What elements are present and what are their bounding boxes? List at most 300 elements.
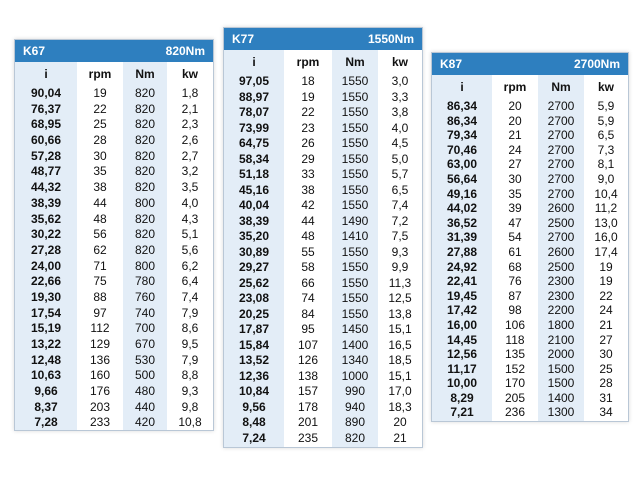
table-cell: 2000 bbox=[547, 347, 575, 362]
table-cell: 6,5 bbox=[597, 128, 615, 143]
table-cell: 8,48 bbox=[242, 415, 266, 429]
table-cell: 1,8 bbox=[181, 86, 199, 100]
table-cell: 5,9 bbox=[597, 113, 615, 128]
table-cell: 800 bbox=[134, 258, 156, 273]
table-cell: 136 bbox=[89, 352, 111, 367]
table-cell: 1550 bbox=[341, 74, 369, 88]
table-cell: 88 bbox=[93, 289, 107, 304]
table-header-bar bbox=[432, 53, 628, 75]
table-header-bar bbox=[224, 28, 422, 50]
column-nm bbox=[123, 62, 167, 430]
table-cell: 23,08 bbox=[238, 291, 270, 305]
table-cell: 8,37 bbox=[34, 399, 58, 414]
table-cell: 76,37 bbox=[30, 101, 62, 116]
column-header: rpm bbox=[88, 67, 112, 81]
table-cell: 68 bbox=[508, 259, 522, 274]
table-cell: 820 bbox=[134, 227, 156, 242]
table-cell: 176 bbox=[89, 384, 111, 399]
table-cell: 1550 bbox=[341, 198, 369, 212]
table-cell: 1550 bbox=[341, 120, 369, 135]
column-kw bbox=[584, 75, 628, 421]
table-cell: 201 bbox=[297, 415, 319, 429]
table-cell: 16,0 bbox=[594, 230, 618, 245]
table-cell: 19 bbox=[93, 86, 107, 100]
table-cell: 820 bbox=[134, 180, 156, 195]
table-cell: 780 bbox=[134, 274, 156, 289]
column-rpm bbox=[284, 50, 332, 447]
table-cell: 1400 bbox=[547, 390, 575, 405]
column-header: kw bbox=[597, 80, 614, 94]
table-cell: 2,3 bbox=[181, 117, 199, 132]
column-i bbox=[15, 62, 77, 430]
torque-label: 1550Nm bbox=[367, 32, 414, 46]
column-header: Nm bbox=[345, 55, 365, 69]
table-cell: 21 bbox=[393, 430, 407, 445]
table-cell: 2700 bbox=[547, 99, 575, 113]
table-cell: 205 bbox=[504, 390, 526, 405]
table-cell: 8,8 bbox=[181, 368, 199, 383]
table-cell: 24 bbox=[508, 142, 522, 157]
column-header: i bbox=[252, 55, 256, 69]
model-label: K67 bbox=[23, 44, 46, 58]
table-cell: 62 bbox=[93, 242, 107, 257]
column-i bbox=[432, 75, 492, 421]
column-header: kw bbox=[391, 55, 408, 69]
table-cell: 20,25 bbox=[238, 306, 270, 321]
table-cell: 30,22 bbox=[30, 227, 62, 242]
table-cell: 9,3 bbox=[391, 244, 409, 259]
table-cell: 8,29 bbox=[450, 390, 474, 405]
table-cell: 12,56 bbox=[446, 347, 478, 362]
table-cell: 3,3 bbox=[391, 89, 409, 104]
table-cell: 16,5 bbox=[388, 337, 412, 352]
table-cell: 5,6 bbox=[181, 242, 199, 257]
table-cell: 820 bbox=[134, 164, 156, 179]
table-cell: 13,52 bbox=[238, 353, 270, 367]
table-cell: 4,5 bbox=[391, 136, 409, 150]
table-cell: 22,41 bbox=[446, 274, 478, 289]
table-cell: 6,2 bbox=[181, 258, 199, 273]
table-cell: 60,66 bbox=[30, 133, 62, 148]
table-cell: 10,00 bbox=[446, 376, 478, 391]
table-cell: 1500 bbox=[547, 361, 575, 376]
table-cell: 820 bbox=[134, 117, 156, 132]
table-cell: 63,00 bbox=[446, 157, 478, 172]
table-cell: 2,6 bbox=[181, 133, 199, 148]
table-cell: 64,75 bbox=[238, 136, 270, 150]
table-cell: 3,0 bbox=[391, 74, 409, 88]
table-cell: 2500 bbox=[547, 215, 575, 230]
table-cell: 34 bbox=[599, 405, 613, 420]
table-cell: 84 bbox=[301, 306, 315, 321]
table-cell: 700 bbox=[134, 321, 156, 336]
column-kw bbox=[167, 62, 213, 430]
table-cell: 740 bbox=[134, 305, 156, 320]
table-cell: 54 bbox=[508, 230, 522, 245]
table-cell: 8,6 bbox=[181, 321, 199, 336]
table-cell: 21 bbox=[599, 317, 613, 332]
table-cell: 19 bbox=[301, 89, 315, 104]
table-cell: 5,1 bbox=[181, 227, 199, 242]
table-cell: 30 bbox=[508, 171, 522, 186]
model-label: K87 bbox=[440, 57, 463, 71]
table-cell: 17,54 bbox=[30, 305, 62, 320]
table-cell: 2600 bbox=[547, 244, 575, 259]
table-cell: 30,89 bbox=[238, 244, 270, 259]
table-cell: 7,3 bbox=[597, 142, 615, 157]
table-cell: 95 bbox=[301, 322, 315, 336]
table-cell: 126 bbox=[297, 353, 319, 367]
table-cell: 38,39 bbox=[30, 195, 62, 210]
table-cell: 152 bbox=[504, 361, 526, 376]
table-cell: 22 bbox=[599, 288, 613, 303]
table-cell: 1450 bbox=[341, 322, 369, 336]
table-cell: 135 bbox=[504, 347, 526, 362]
table-cell: 2700 bbox=[547, 157, 575, 172]
table-cell: 38 bbox=[93, 180, 107, 195]
column-i bbox=[224, 50, 284, 447]
table-cell: 98 bbox=[508, 303, 522, 318]
table-cell: 35,20 bbox=[238, 229, 270, 243]
table-cell: 1550 bbox=[341, 275, 369, 290]
table-cell: 9,8 bbox=[181, 399, 199, 414]
table-cell: 24,92 bbox=[446, 259, 478, 274]
table-cell: 76 bbox=[508, 274, 522, 289]
table-cell: 530 bbox=[134, 352, 156, 367]
table-cell: 5,0 bbox=[391, 151, 409, 166]
table-cell: 22,66 bbox=[30, 274, 62, 289]
table-cell: 13,22 bbox=[30, 337, 62, 351]
table-cell: 19,30 bbox=[30, 289, 62, 304]
table-cell: 107 bbox=[297, 337, 319, 352]
table-cell: 26 bbox=[301, 136, 315, 150]
table-cell: 1410 bbox=[341, 229, 369, 243]
table-cell: 44 bbox=[93, 195, 107, 210]
table-cell: 1550 bbox=[341, 136, 369, 150]
table-columns bbox=[224, 50, 422, 447]
table-cell: 87 bbox=[508, 288, 522, 303]
table-cell: 12,36 bbox=[238, 368, 270, 383]
table-cell: 36,52 bbox=[446, 215, 478, 230]
table-cell: 44,32 bbox=[30, 180, 62, 195]
column-header: rpm bbox=[503, 80, 527, 94]
table-cell: 7,4 bbox=[181, 289, 199, 304]
table-cell: 1500 bbox=[547, 376, 575, 391]
table-cell: 1550 bbox=[341, 260, 369, 274]
table-cell: 19 bbox=[599, 259, 613, 274]
table-cell: 79,34 bbox=[446, 128, 478, 143]
table-cell: 233 bbox=[89, 415, 111, 430]
table-cell: 480 bbox=[134, 384, 156, 399]
table-cell: 35 bbox=[508, 186, 522, 201]
table-cell: 15,1 bbox=[388, 368, 412, 383]
table-cell: 1300 bbox=[547, 405, 575, 420]
table-cell: 2100 bbox=[547, 332, 575, 347]
table-cell: 9,0 bbox=[597, 171, 615, 186]
table-cell: 1550 bbox=[341, 306, 369, 321]
table-cell: 800 bbox=[134, 195, 156, 210]
table-cell: 1550 bbox=[341, 105, 369, 119]
table-cell: 17,4 bbox=[594, 244, 618, 259]
table-cell: 40,04 bbox=[238, 198, 270, 212]
table-cell: 2700 bbox=[547, 230, 575, 245]
table-cell: 10,63 bbox=[30, 368, 62, 383]
table-cell: 39 bbox=[508, 201, 522, 216]
table-cell: 990 bbox=[344, 384, 366, 398]
table-cell: 11,3 bbox=[388, 275, 412, 290]
table-cell: 820 bbox=[134, 133, 156, 148]
table-cell: 170 bbox=[504, 376, 526, 391]
table-cell: 7,2 bbox=[391, 213, 409, 228]
table-cell: 55 bbox=[301, 244, 315, 259]
table-cell: 71 bbox=[93, 258, 107, 273]
table-cell: 24 bbox=[599, 303, 613, 318]
table-cell: 1550 bbox=[341, 291, 369, 305]
table-cell: 5,7 bbox=[391, 167, 409, 181]
table-cell: 48,77 bbox=[30, 164, 62, 179]
table-cell: 11,2 bbox=[594, 201, 618, 216]
table-cell: 15,84 bbox=[238, 337, 270, 352]
table-card-k87 bbox=[431, 52, 629, 422]
table-cell: 56,64 bbox=[446, 171, 478, 186]
table-cell: 17,42 bbox=[446, 303, 478, 318]
table-cell: 2700 bbox=[547, 171, 575, 186]
table-cell: 20 bbox=[508, 113, 522, 128]
table-cell: 1490 bbox=[341, 213, 369, 228]
column-header: Nm bbox=[551, 80, 571, 94]
table-cell: 27 bbox=[599, 332, 613, 347]
table-cell: 68,95 bbox=[30, 117, 62, 132]
table-cell: 1800 bbox=[547, 317, 575, 332]
table-cell: 42 bbox=[301, 198, 315, 212]
column-header: kw bbox=[181, 67, 198, 81]
table-cell: 18,5 bbox=[388, 353, 412, 367]
table-cell: 25 bbox=[93, 117, 107, 132]
table-cell: 4,0 bbox=[391, 120, 409, 135]
column-header: i bbox=[44, 67, 48, 81]
table-cell: 10,84 bbox=[238, 384, 270, 398]
table-cell: 129 bbox=[89, 337, 111, 351]
table-cell: 70,46 bbox=[446, 142, 478, 157]
table-cell: 17,87 bbox=[238, 322, 270, 336]
table-cell: 1550 bbox=[341, 244, 369, 259]
column-header: i bbox=[460, 80, 464, 94]
table-cell: 2700 bbox=[547, 186, 575, 201]
table-cell: 670 bbox=[134, 337, 156, 351]
table-cell: 1550 bbox=[341, 182, 369, 197]
column-nm bbox=[538, 75, 584, 421]
table-cell: 4,0 bbox=[181, 195, 199, 210]
table-cell: 890 bbox=[344, 415, 366, 429]
table-cell: 31,39 bbox=[446, 230, 478, 245]
table-cell: 19 bbox=[599, 274, 613, 289]
column-nm bbox=[332, 50, 378, 447]
table-cell: 22 bbox=[301, 105, 315, 119]
table-cell: 44 bbox=[301, 213, 315, 228]
table-cell: 420 bbox=[134, 415, 156, 430]
table-cell: 7,5 bbox=[391, 229, 409, 243]
table-cell: 2300 bbox=[547, 288, 575, 303]
table-cell: 5,9 bbox=[597, 99, 615, 113]
table-cell: 6,4 bbox=[181, 274, 199, 289]
table-cell: 86,34 bbox=[446, 113, 478, 128]
table-cell: 49,16 bbox=[446, 186, 478, 201]
table-cell: 14,45 bbox=[446, 332, 478, 347]
table-cell: 66 bbox=[301, 275, 315, 290]
table-cell: 118 bbox=[505, 332, 525, 347]
table-cell: 90,04 bbox=[30, 86, 62, 100]
table-cell: 106 bbox=[504, 317, 526, 332]
table-cell: 820 bbox=[134, 86, 156, 100]
table-cell: 27 bbox=[508, 157, 522, 172]
table-cell: 7,28 bbox=[34, 415, 58, 430]
table-cell: 97,05 bbox=[238, 74, 270, 88]
table-cell: 1550 bbox=[341, 167, 369, 181]
table-cell: 178 bbox=[297, 399, 319, 414]
table-cell: 12,48 bbox=[30, 352, 62, 367]
table-cell: 86,34 bbox=[446, 99, 478, 113]
table-cell: 9,9 bbox=[391, 260, 409, 274]
table-cell: 2300 bbox=[547, 274, 575, 289]
table-cell: 2,1 bbox=[181, 101, 199, 116]
column-rpm bbox=[77, 62, 123, 430]
column-header: rpm bbox=[296, 55, 320, 69]
table-cell: 88,97 bbox=[238, 89, 270, 104]
table-cell: 19,45 bbox=[446, 288, 478, 303]
table-cell: 35 bbox=[93, 164, 107, 179]
table-cell: 31 bbox=[599, 390, 613, 405]
table-cell: 48 bbox=[301, 229, 315, 243]
table-cell: 9,66 bbox=[34, 384, 58, 399]
table-cell: 10,8 bbox=[178, 415, 202, 430]
table-columns bbox=[432, 75, 628, 421]
torque-label: 820Nm bbox=[165, 44, 205, 58]
table-cell: 27,88 bbox=[446, 244, 478, 259]
table-cell: 58,34 bbox=[238, 151, 270, 166]
table-cell: 2700 bbox=[547, 113, 575, 128]
table-cell: 1400 bbox=[341, 337, 369, 352]
model-label: K77 bbox=[232, 32, 255, 46]
column-kw bbox=[378, 50, 422, 447]
table-cell: 2,7 bbox=[181, 148, 199, 163]
table-cell: 2500 bbox=[547, 259, 575, 274]
table-cell: 29,27 bbox=[238, 260, 270, 274]
table-cell: 1550 bbox=[341, 89, 369, 104]
table-cell: 17,0 bbox=[388, 384, 412, 398]
table-cell: 6,5 bbox=[391, 182, 409, 197]
table-cell: 157 bbox=[297, 384, 319, 398]
table-cell: 51,18 bbox=[238, 167, 270, 181]
table-cell: 7,24 bbox=[242, 430, 266, 445]
table-cell: 29 bbox=[301, 151, 315, 166]
table-cell: 16,00 bbox=[446, 317, 478, 332]
table-cell: 38,39 bbox=[238, 213, 270, 228]
table-cell: 820 bbox=[134, 148, 156, 163]
table-cell: 3,2 bbox=[181, 164, 199, 179]
table-cell: 7,4 bbox=[391, 198, 409, 212]
table-cell: 15,1 bbox=[388, 322, 412, 336]
table-cell: 12,5 bbox=[388, 291, 412, 305]
table-cell: 820 bbox=[134, 242, 156, 257]
table-cell: 112 bbox=[90, 321, 110, 336]
table-cell: 940 bbox=[344, 399, 366, 414]
table-columns bbox=[15, 62, 213, 430]
table-cell: 3,8 bbox=[391, 105, 409, 119]
table-cell: 2600 bbox=[547, 201, 575, 216]
table-cell: 20 bbox=[508, 99, 522, 113]
table-cell: 235 bbox=[297, 430, 319, 445]
table-cell: 57,28 bbox=[30, 148, 62, 163]
table-cell: 3,5 bbox=[181, 180, 199, 195]
table-cell: 10,4 bbox=[594, 186, 618, 201]
column-header: Nm bbox=[135, 67, 155, 81]
table-cell: 820 bbox=[344, 430, 366, 445]
table-cell: 48 bbox=[93, 211, 107, 226]
table-cell: 56 bbox=[93, 227, 107, 242]
table-cell: 1340 bbox=[341, 353, 369, 367]
table-cell: 500 bbox=[134, 368, 156, 383]
table-cell: 30 bbox=[93, 148, 107, 163]
table-cell: 44,02 bbox=[446, 201, 478, 216]
table-card-k77 bbox=[223, 27, 423, 448]
table-cell: 8,1 bbox=[597, 157, 615, 172]
table-cell: 13,0 bbox=[594, 215, 618, 230]
table-cell: 1550 bbox=[341, 151, 369, 166]
table-cell: 25 bbox=[599, 361, 613, 376]
table-cell: 21 bbox=[508, 128, 522, 143]
table-cell: 24,00 bbox=[30, 258, 62, 273]
table-cell: 28 bbox=[599, 376, 613, 391]
table-cell: 9,3 bbox=[181, 384, 199, 399]
table-cell: 47 bbox=[508, 215, 522, 230]
table-cell: 760 bbox=[134, 289, 156, 304]
table-cell: 58 bbox=[301, 260, 315, 274]
table-cell: 2700 bbox=[547, 128, 575, 143]
table-header-bar bbox=[15, 40, 213, 62]
table-cell: 7,9 bbox=[181, 352, 199, 367]
table-cell: 75 bbox=[93, 274, 107, 289]
table-cell: 30 bbox=[599, 347, 613, 362]
table-cell: 35,62 bbox=[30, 211, 62, 226]
table-cell: 45,16 bbox=[238, 182, 270, 197]
table-cell: 9,56 bbox=[242, 399, 266, 414]
table-cell: 78,07 bbox=[238, 105, 270, 119]
table-cell: 15,19 bbox=[30, 321, 62, 336]
table-cell: 7,9 bbox=[181, 305, 199, 320]
table-cell: 2700 bbox=[547, 142, 575, 157]
table-cell: 11,17 bbox=[447, 361, 477, 376]
table-cell: 27,28 bbox=[30, 242, 62, 257]
column-rpm bbox=[492, 75, 538, 421]
table-cell: 1000 bbox=[341, 368, 369, 383]
table-cell: 9,5 bbox=[181, 337, 199, 351]
table-cell: 203 bbox=[89, 399, 111, 414]
table-cell: 25,62 bbox=[238, 275, 270, 290]
table-cell: 23 bbox=[301, 120, 315, 135]
table-cell: 73,99 bbox=[238, 120, 270, 135]
table-cell: 18,3 bbox=[388, 399, 412, 414]
table-cell: 97 bbox=[93, 305, 107, 320]
table-cell: 22 bbox=[93, 101, 107, 116]
table-cell: 28 bbox=[93, 133, 107, 148]
table-cell: 4,3 bbox=[181, 211, 199, 226]
table-cell: 440 bbox=[134, 399, 156, 414]
table-cell: 2200 bbox=[547, 303, 575, 318]
table-cell: 820 bbox=[134, 211, 156, 226]
torque-label: 2700Nm bbox=[573, 57, 620, 71]
table-cell: 138 bbox=[297, 368, 319, 383]
table-cell: 18 bbox=[301, 74, 315, 88]
